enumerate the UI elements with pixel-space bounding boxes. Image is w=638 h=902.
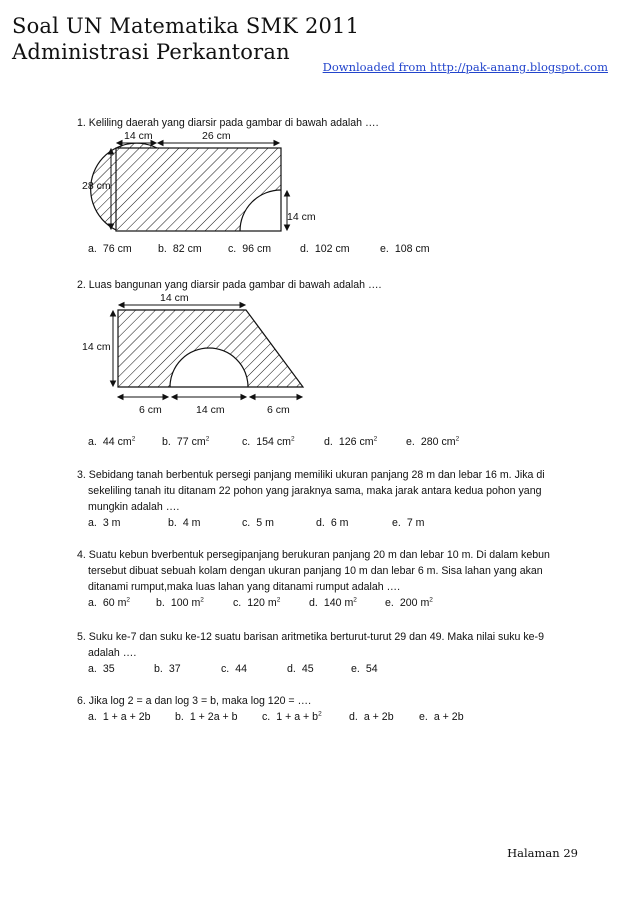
- fig2-label-bottom-mid: 14 cm: [196, 404, 225, 416]
- q2-option-c[interactable]: c. 154 $cm^2$: [242, 435, 295, 448]
- fig2-label-top: 14 cm: [160, 292, 189, 304]
- q6-option-e[interactable]: e. a + 2b: [419, 711, 464, 723]
- question-4-line-3: ditanami rumput,maka luas lahan yang ditanami rumput adalah ….: [88, 581, 401, 593]
- fig2-label-bottom-left: 6 cm: [139, 404, 162, 416]
- question-1-stem: 1. Keliling daerah yang diarsir pada gambar di bawah adalah ….: [77, 117, 379, 129]
- question-4: [77, 547, 577, 611]
- question-5: [77, 629, 577, 677]
- fig2-label-bottom-right: 6 cm: [267, 404, 290, 416]
- download-link[interactable]: Downloaded from http://pak-anang.blogspot.com: [322, 60, 608, 74]
- question-3: [77, 467, 577, 531]
- question-6: [77, 693, 577, 725]
- fig1-label-top-right: 26 cm: [202, 130, 231, 142]
- document-subtitle: Administrasi Perkantoran: [12, 40, 290, 64]
- question-1-options: [77, 241, 577, 257]
- question-6-line-1: 6. Jika log 2 = a dan log 3 = b, maka log 120 = ….: [77, 695, 312, 707]
- question-3-options: [77, 515, 577, 531]
- fig1-label-top-left: 14 cm: [124, 130, 153, 142]
- q1-option-d[interactable]: d. 102 cm: [300, 243, 350, 255]
- q3-option-b[interactable]: b. 4 m: [168, 517, 201, 529]
- q2-option-d[interactable]: d. 126 $cm^2$: [324, 435, 378, 448]
- question-4-line-2: tersebut dibuat sebuah kolam dengan ukuran panjang 10 m dan lebar 6 m. Sisa lahan yang akan: [88, 565, 543, 577]
- q5-option-c[interactable]: c. 44: [221, 663, 248, 675]
- q4-option-d[interactable]: d. 140 $m^2$: [309, 596, 357, 609]
- figure-1-shaded-region: [91, 143, 281, 231]
- q6-option-a[interactable]: a. 1 + a + 2b: [88, 711, 151, 723]
- fig2-label-left: 14 cm: [82, 341, 111, 353]
- q3-option-d[interactable]: d. 6 m: [316, 517, 349, 529]
- q3-option-e[interactable]: e. 7 m: [392, 517, 425, 529]
- question-5-options: [77, 661, 577, 677]
- question-1: [77, 115, 577, 131]
- question-2: [77, 277, 577, 293]
- q2-option-a[interactable]: a. 44 $cm^2$: [88, 435, 136, 448]
- q1-option-c[interactable]: c. 96 cm: [228, 243, 272, 255]
- question-6-options: [77, 709, 577, 725]
- q6-option-c[interactable]: c. $1 + a + b^2$: [262, 710, 322, 723]
- q5-option-b[interactable]: b. 37: [154, 663, 181, 675]
- question-2-options: [77, 434, 577, 450]
- question-2-stem: 2. Luas bangunan yang diarsir pada gambar di bawah adalah ….: [77, 279, 382, 291]
- question-5-line-1: 5. Suku ke-7 dan suku ke-12 suatu barisan aritmetika berturut-turut 29 dan 49. Maka nilai suku ke-9: [77, 631, 544, 643]
- q2-option-b[interactable]: b. 77 $cm^2$: [162, 435, 210, 448]
- question-5-line-2: adalah ….: [88, 647, 137, 659]
- fig1-label-corner: 14 cm: [287, 211, 316, 223]
- q1-option-e[interactable]: e. 108 cm: [380, 243, 430, 255]
- q5-option-e[interactable]: e. 54: [351, 663, 378, 675]
- question-3-line-2: sekeliling tanah itu ditanam 22 pohon yang jaraknya sama, maka jarak antara kedua pohon yang: [88, 485, 542, 497]
- q4-option-b[interactable]: b. 100 $m^2$: [156, 596, 204, 609]
- question-3-line-3: mungkin adalah ….: [88, 501, 180, 513]
- q6-option-d[interactable]: d. a + 2b: [349, 711, 394, 723]
- fig1-label-left: 28 cm: [82, 180, 111, 192]
- q5-option-a[interactable]: a. 35: [88, 663, 115, 675]
- q3-option-c[interactable]: c. 5 m: [242, 517, 274, 529]
- q3-option-a[interactable]: a. 3 m: [88, 517, 121, 529]
- q4-option-c[interactable]: c. 120 $m^2$: [233, 596, 281, 609]
- q4-option-e[interactable]: e. 200 $m^2$: [385, 596, 433, 609]
- q2-option-e[interactable]: e. 280 $cm^2$: [406, 435, 460, 448]
- page-number: Halaman 29: [507, 846, 578, 860]
- question-3-line-1: 3. Sebidang tanah berbentuk persegi panjang memiliki ukuran panjang 28 m dan lebar 16 m. Jika di: [77, 469, 545, 481]
- figure-2-shaded-region: [118, 310, 303, 387]
- question-4-options: [77, 595, 577, 611]
- document-title: Soal UN Matematika SMK 2011: [12, 14, 360, 38]
- question-4-line-1: 4. Suatu kebun bverbentuk persegipanjang berukuran panjang 20 m dan lebar 10 m. Di dalam kebun: [77, 549, 550, 561]
- q6-option-b[interactable]: b. 1 + 2a + b: [175, 711, 238, 723]
- q4-option-a[interactable]: a. 60 $m^2$: [88, 596, 131, 609]
- q5-option-d[interactable]: d. 45: [287, 663, 314, 675]
- q1-option-b[interactable]: b. 82 cm: [158, 243, 202, 255]
- q1-option-a[interactable]: a. 76 cm: [88, 243, 132, 255]
